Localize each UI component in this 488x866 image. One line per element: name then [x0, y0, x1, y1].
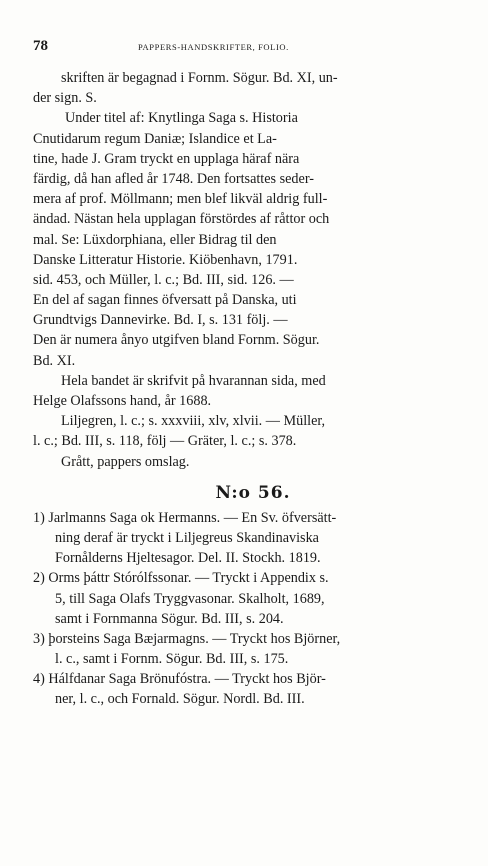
text-line: sid. 453, och Müller, l. c.; Bd. III, sid. 126. — — [33, 271, 294, 288]
entry-list — [33, 508, 473, 710]
text-line: En del af sagan finnes öfversatt på Danska, uti — [33, 292, 297, 309]
text-line: mera af prof. Möllmann; men blef likväl aldrig full- — [33, 191, 328, 208]
text-line: Danske Litteratur Historie. Kiöbenhavn, 1791. — [33, 251, 298, 268]
text-line: Bd. XI. — [33, 352, 76, 369]
text-line: 5, till Saga Olafs Tryggvasonar. Skalholt, 1689, — [55, 590, 325, 607]
body-text — [33, 68, 473, 710]
running-head: PAPPERS-HANDSKRIFTER, FOLIO. — [138, 42, 289, 52]
text-line: l. c., samt i Fornm. Sögur. Bd. III, s. 175. — [55, 651, 289, 668]
text-line: Den är numera ånyo utgifven bland Fornm. Sögur. — [33, 332, 320, 349]
text-line: Grundtvigs Dannevirke. Bd. I, s. 131 följ. — — [33, 312, 288, 329]
page-header — [33, 38, 453, 58]
text-line: ändad. Nästan hela upplagan förstördes af råttor och — [33, 211, 330, 228]
text-line: färdig, då han afled år 1748. Den fortsattes seder- — [33, 170, 314, 187]
text-line: Cnutidarum regum Daniæ; Islandice et La- — [33, 130, 277, 147]
text-line: samt i Fornmanna Sögur. Bd. III, s. 204. — [55, 610, 284, 627]
text-line: Fornålderns Hjeltesagor. Del. II. Stockh. 1819. — [55, 550, 321, 567]
text-line: ner, l. c., och Fornald. Sögur. Nordl. Bd. III. — [55, 691, 305, 708]
text-line: 1) Jarlmanns Saga ok Hermanns. — En Sv. öfversätt- — [33, 509, 337, 526]
text-line: der sign. S. — [33, 90, 97, 107]
paragraph-block — [33, 68, 473, 472]
text-line: skriften är begagnad i Fornm. Sögur. Bd. XI, un- — [61, 70, 338, 86]
text-line: Under titel af: Knytlinga Saga s. Historia — [65, 110, 298, 127]
page-number: 78 — [33, 38, 48, 54]
text-line: l. c.; Bd. III, s. 118, följ — Gräter, l. c.; s. 378. — [33, 433, 297, 450]
text-line: 3) þorsteins Saga Bæjarmagns. — Tryckt hos Björner, — [33, 630, 341, 647]
section-heading: N:o 56. — [215, 482, 291, 503]
text-line: ning deraf är tryckt i Liljegreus Skandinaviska — [55, 529, 319, 546]
text-line: mal. Se: Lüxdorphiana, eller Bidrag til den — [33, 231, 277, 248]
text-line: Hela bandet är skrifvit på hvarannan sida, med — [61, 372, 326, 389]
text-line: tine, hade J. Gram tryckt en upplaga häraf nära — [33, 150, 300, 167]
text-line: 4) Hálfdanar Saga Brönufóstra. — Tryckt hos Björ- — [33, 671, 326, 688]
text-line: Liljegren, l. c.; s. xxxviii, xlv, xlvii. — Müller, — [61, 413, 326, 430]
text-line: Grått, pappers omslag. — [61, 453, 190, 470]
text-line: Helge Olafssons hand, år 1688. — [33, 393, 212, 409]
text-line: 2) Orms þáttr Stórólfssonar. — Tryckt i Appendix s. — [33, 570, 329, 587]
